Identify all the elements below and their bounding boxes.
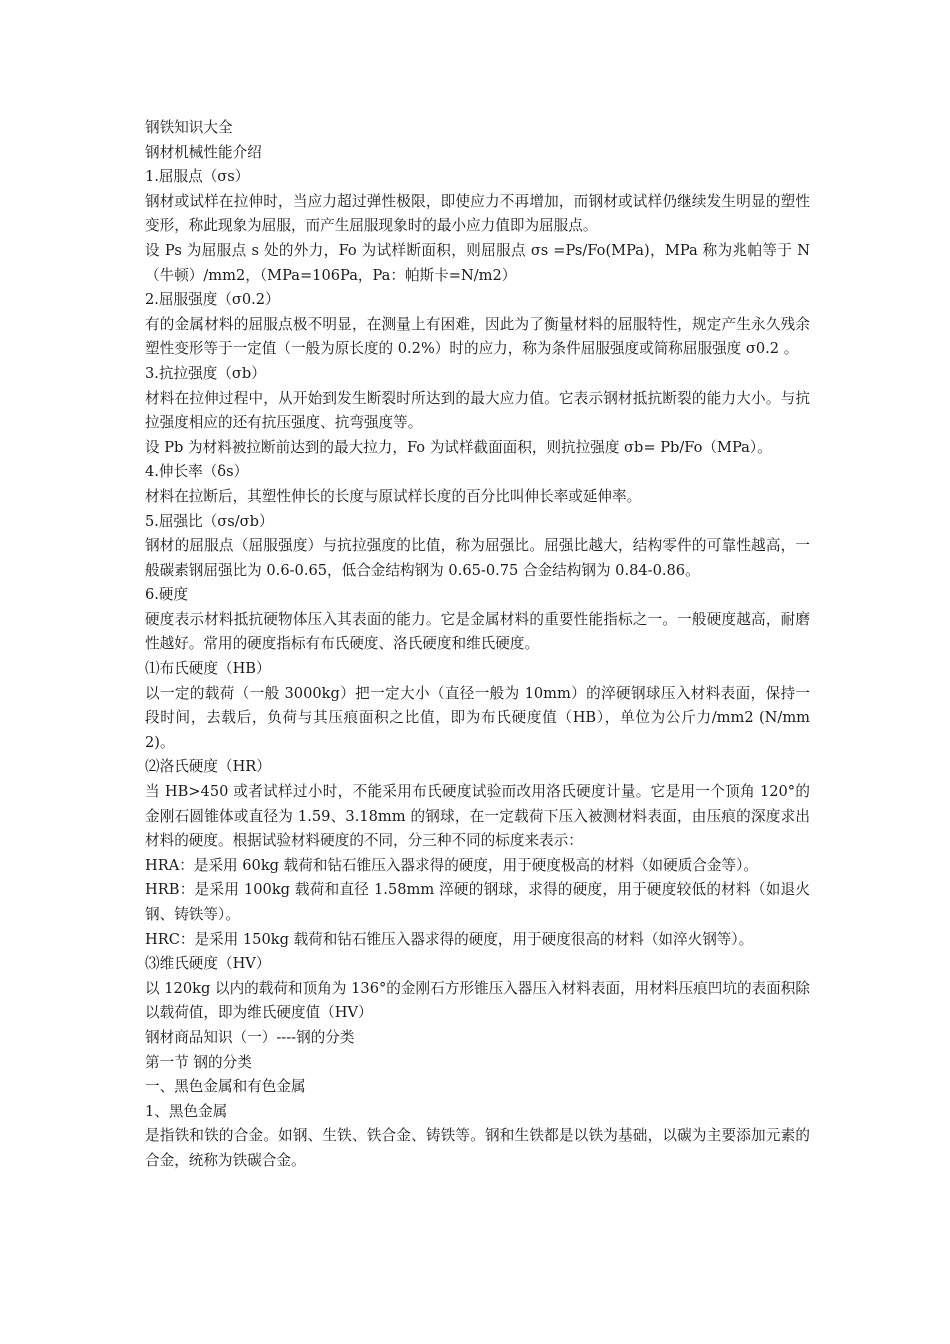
paragraph: ⑵洛氏硬度（HR） <box>145 758 271 776</box>
paragraph: 以一定的载荷（一般 3000kg）把一定大小（直径一般为 10mm）的淬硬钢球压入材料表面，保持一段时间，去载后，负荷与其压痕面积之比值，即为布氏硬度值（HB），单位为公斤力/mm2 (N/mm2)。 <box>145 684 810 751</box>
paragraph: 钢材的屈服点（屈服强度）与抗拉强度的比值，称为屈强比。屈强比越大，结构零件的可靠性越高，一般碳素钢屈强比为 0.6-0.65，低合金结构钢为 0.65-0.75 合金结构钢为 0.84-0.86。 <box>145 537 810 579</box>
document-title: 钢铁知识大全 <box>145 119 233 136</box>
paragraph: 钢材或试样在拉伸时，当应力超过弹性极限，即使应力不再增加，而钢材或试样仍继续发生明显的塑性变形，称此现象为屈服，而产生屈服现象时的最小应力值即为屈服点。 <box>145 192 810 235</box>
paragraph: 一、黑色金属和有色金属 <box>145 1078 306 1096</box>
paragraph: 有的金属材料的屈服点极不明显，在测量上有困难，因此为了衡量材料的屈服特性，规定产生永久残余塑性变形等于一定值（一般为原长度的 0.2%）时的应力，称为条件屈服强度或简称屈服强度 σ0.2 。 <box>145 315 810 358</box>
paragraph: 钢材机械性能介绍 <box>145 143 262 161</box>
paragraph: 以 120kg 以内的载荷和顶角为 136°的金刚石方形锥压入器压入材料表面，用材料压痕凹坑的表面积除以载荷值，即为维氏硬度值（HV） <box>145 979 810 1022</box>
paragraph: 材料在拉断后，其塑性伸长的长度与原试样长度的百分比叫伸长率或延伸率。 <box>145 487 642 505</box>
paragraph: 硬度表示材料抵抗硬物体压入其表面的能力。它是金属材料的重要性能指标之一。一般硬度越高，耐磨性越好。常用的硬度指标有布氏硬度、洛氏硬度和维氏硬度。 <box>145 610 810 653</box>
paragraph: ⑶维氏硬度（HV） <box>145 955 271 973</box>
paragraph: HRA：是采用 60kg 载荷和钻石锥压入器求得的硬度，用于硬度极高的材料（如硬质合金等）。 <box>145 856 758 874</box>
paragraph: 5.屈强比（σs/σb） <box>145 512 274 530</box>
paragraph: 设 Pb 为材料被拉断前达到的最大拉力，Fo 为试样截面面积，则抗拉强度 σb= Pb/Fo（MPa）。 <box>145 438 772 456</box>
paragraph: 4.伸长率（δs） <box>145 463 249 481</box>
paragraph: 钢材商品知识（一）----钢的分类 <box>145 1028 355 1046</box>
paragraph: 材料在拉伸过程中，从开始到发生断裂时所达到的最大应力值。它表示钢材抵抗断裂的能力大小。与抗拉强度相应的还有抗压强度、抗弯强度等。 <box>145 389 810 432</box>
paragraph: 第一节 钢的分类 <box>145 1053 252 1071</box>
paragraph: 2.屈服强度（σ0.2） <box>145 291 280 309</box>
paragraph: 当 HB>450 或者试样过小时，不能采用布氏硬度试验而改用洛氏硬度计量。它是用一个顶角 120°的金刚石圆锥体或直径为 1.59、3.18mm 的钢球，在一定载荷下压入被测材料表面，由压痕的深度求出材料的硬度。根据试验材料硬度的不同，分三种不同的标度来表示： <box>145 783 810 850</box>
paragraph: HRB：是采用 100kg 载荷和直径 1.58mm 淬硬的钢球，求得的硬度，用于硬度较低的材料（如退火钢、铸铁等）。 <box>145 881 810 923</box>
document-body <box>145 116 810 1174</box>
paragraph: ⑴布氏硬度（HB） <box>145 660 271 678</box>
paragraph: 1.屈服点（σs） <box>145 168 250 186</box>
paragraph: 设 Ps 为屈服点 s 处的外力，Fo 为试样断面积，则屈服点 σs =Ps/Fo(MPa)，MPa 称为兆帕等于 N（牛顿）/mm2，（MPa=106Pa，Pa：帕斯卡=N/m2） <box>145 241 810 284</box>
paragraph: 6.硬度 <box>145 586 189 604</box>
paragraph: 是指铁和铁的合金。如钢、生铁、铁合金、铸铁等。钢和生铁都是以铁为基础，以碳为主要添加元素的合金，统称为铁碳合金。 <box>145 1127 810 1169</box>
paragraph: 3.抗拉强度（σb） <box>145 364 266 382</box>
paragraph: 1、黑色金属 <box>145 1102 228 1120</box>
paragraph: HRC：是采用 150kg 载荷和钻石锥压入器求得的硬度，用于硬度很高的材料（如淬火钢等）。 <box>145 930 754 948</box>
